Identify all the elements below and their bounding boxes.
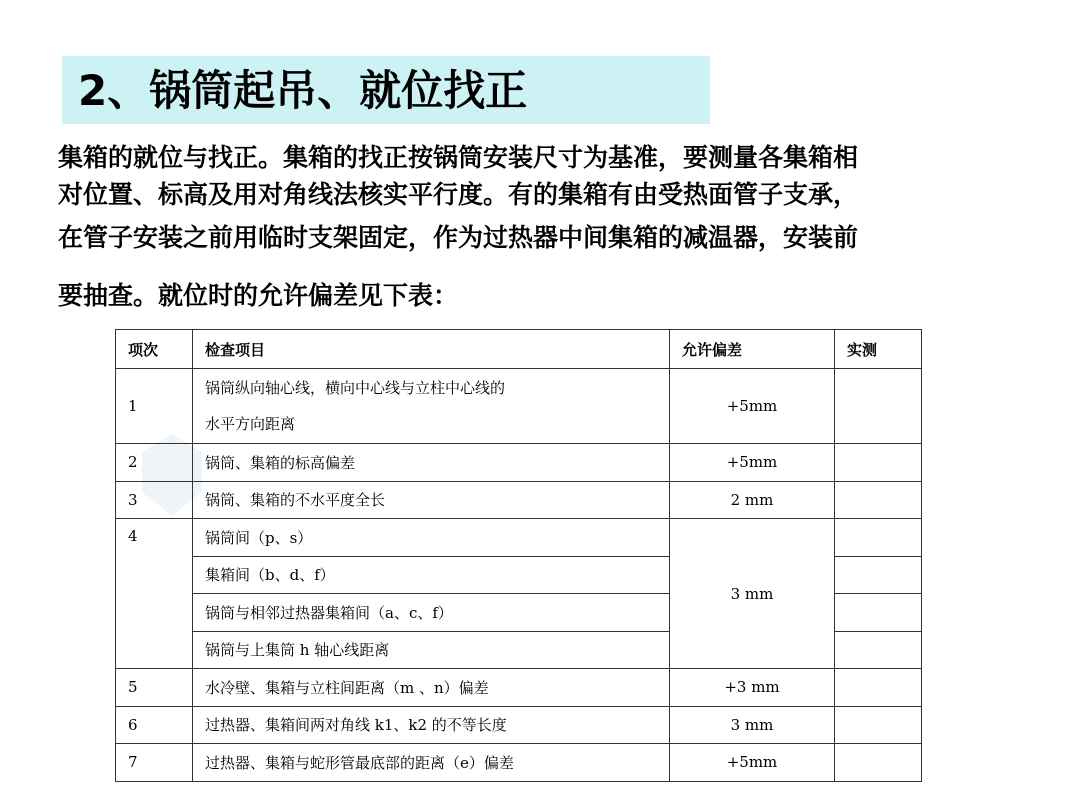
row-measured [835,481,922,519]
paragraph-line-4: 要抽查。就位时的允许偏差见下表： [58,281,459,310]
row-item: 过热器、集箱间两对角线 k1、k2 的不等长度 [193,706,670,744]
row-item: 集箱间（b、d、f） [193,556,670,594]
row-measured [835,519,922,557]
row-no: 5 [116,669,193,707]
header-no: 项次 [116,330,193,369]
header-item: 检查项目 [193,330,670,369]
row-no: 1 [116,369,193,444]
table-row [116,706,922,744]
paragraph-line-1: 集箱的就位与找正。集箱的找正按锅筒安装尺寸为基准，要测量各集箱相 [58,143,859,172]
row-measured [835,706,922,744]
table-row [116,669,922,707]
row-item-line2: 水平方向距离 [205,415,296,433]
row-item: 锅筒、集箱的标高偏差 [193,444,670,482]
row-measured [835,631,922,669]
row-item: 水冷壁、集箱与立柱间距离（m 、n）偏差 [193,669,670,707]
row-tolerance: +3 mm [670,669,835,707]
page-title: 2、锅筒起吊、就位找正 [78,66,528,115]
row-no: 6 [116,706,193,744]
row-tolerance: 3 mm [670,519,835,669]
table-header-row [116,330,922,369]
row-no: 7 [116,744,193,782]
row-item: 过热器、集箱与蛇形管最底部的距离（e）偏差 [193,744,670,782]
tolerance-table [115,329,922,782]
row-item [193,369,670,444]
row-item: 锅筒与上集筒 h 轴心线距离 [193,631,670,669]
row-item: 锅筒、集箱的不水平度全长 [193,481,670,519]
row-item: 锅筒间（p、s） [193,519,670,557]
row-item-line1: 锅筒纵向轴心线，横向中心线与立柱中心线的 [205,379,506,397]
header-tolerance: 允许偏差 [670,330,835,369]
row-item: 锅筒与相邻过热器集箱间（a、c、f） [193,594,670,632]
row-measured [835,369,922,444]
row-tolerance: 2 mm [670,481,835,519]
table-row [116,744,922,782]
row-tolerance: +5mm [670,444,835,482]
table-row [116,444,922,482]
row-measured [835,669,922,707]
table-row [116,481,922,519]
paragraph-line-3: 在管子安装之前用临时支架固定，作为过热器中间集箱的减温器，安装前 [58,223,859,252]
paragraph-line-2: 对位置、标高及用对角线法核实平行度。有的集箱有由受热面管子支承， [58,180,859,209]
row-tolerance: +5mm [670,369,835,444]
row-no: 2 [116,444,193,482]
header-measured: 实测 [835,330,922,369]
row-measured [835,556,922,594]
row-no: 3 [116,481,193,519]
table-row [116,519,922,557]
row-measured [835,744,922,782]
row-tolerance: 3 mm [670,706,835,744]
row-measured [835,444,922,482]
row-no: 4 [116,519,193,669]
row-measured [835,594,922,632]
row-tolerance: +5mm [670,744,835,782]
table-row [116,369,922,444]
